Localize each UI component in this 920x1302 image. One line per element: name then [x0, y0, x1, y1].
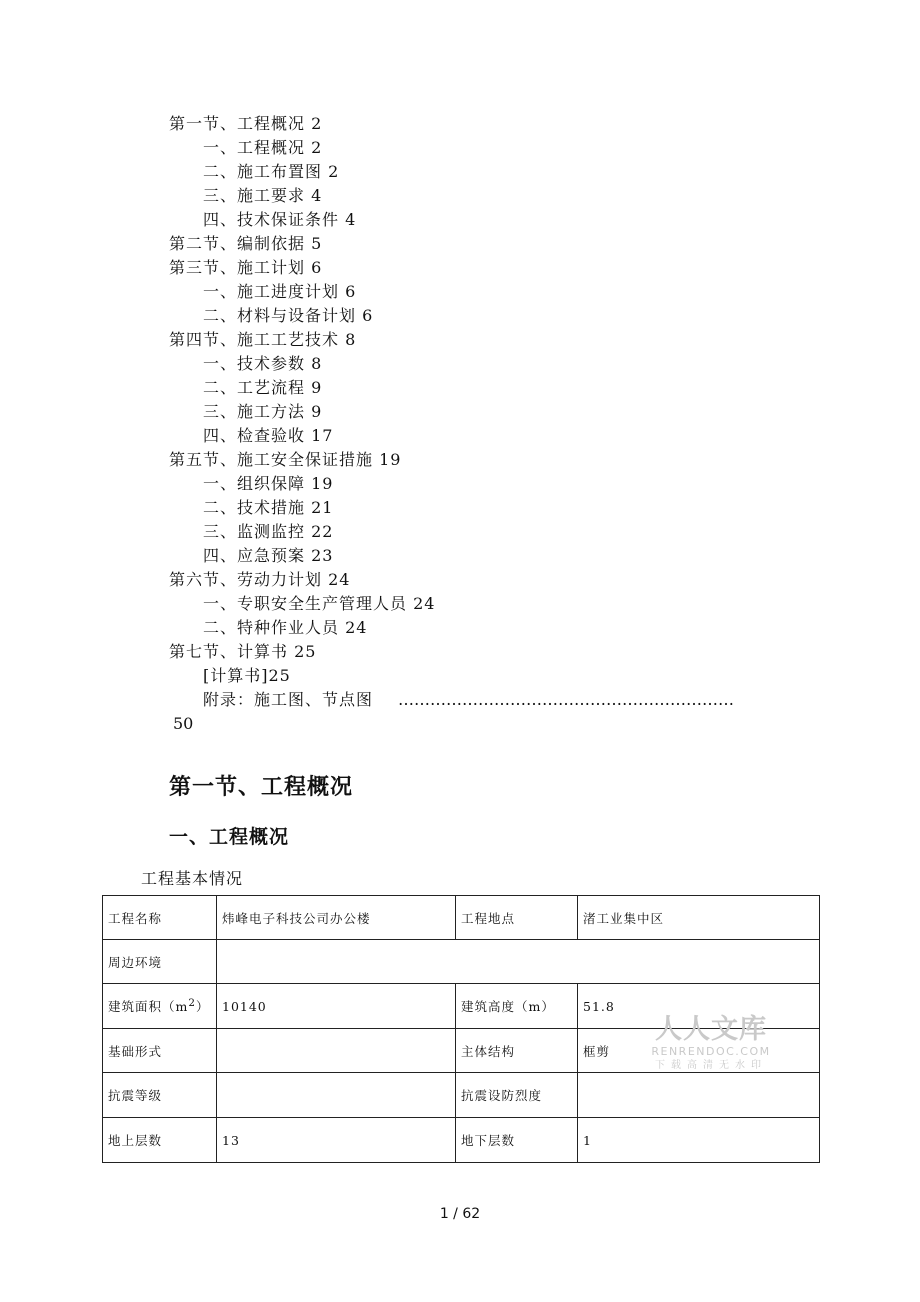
watermark-domain: RENRENDOC.COM: [651, 1045, 771, 1058]
area-label: 建筑面积（m: [108, 999, 189, 1015]
toc-subsection-entry: 二、技术措施 21: [203, 498, 334, 517]
table-row: [103, 1118, 820, 1163]
toc-subsection-entry: 二、材料与设备计划 6: [203, 306, 374, 325]
page-number: 1 / 62: [439, 1206, 481, 1222]
toc-subsection-entry: 四、技术保证条件 4: [203, 210, 357, 229]
table-cell: 主体结构: [456, 1029, 578, 1073]
table-cell: [217, 1073, 456, 1118]
toc-section-entry: 第三节、施工计划 6: [169, 258, 323, 277]
table-row: [103, 940, 820, 984]
subsection-title: 一、工程概况: [169, 826, 290, 848]
table-cell: 抗震设防烈度: [456, 1073, 578, 1118]
table-cell: 10140: [217, 984, 456, 1029]
toc-subsection-entry: 二、施工布置图 2: [203, 162, 340, 181]
table-row: [103, 1073, 820, 1118]
table-cell: 渚工业集中区: [578, 896, 820, 940]
table-cell: [578, 1073, 820, 1118]
table-cell: [217, 1029, 456, 1073]
section-title: 第一节、工程概况: [169, 775, 354, 800]
watermark-slogan: 下载高清无水印: [655, 1060, 767, 1071]
toc-subsection-entry: [计算书]25: [203, 666, 291, 685]
toc-appendix-entry: [203, 688, 773, 712]
table-cell: [103, 984, 217, 1029]
area-unit-superscript: 2: [188, 996, 196, 1009]
toc-section-entry: 第七节、计算书 25: [169, 642, 317, 661]
toc-subsection-entry: 一、技术参数 8: [203, 354, 323, 373]
table-caption: 工程基本情况: [141, 869, 244, 888]
toc-section-entry: 第五节、施工安全保证措施 19: [169, 450, 402, 469]
table-cell: 工程地点: [456, 896, 578, 940]
toc-section-entry: 第一节、工程概况 2: [169, 114, 323, 133]
table-cell: 地下层数: [456, 1118, 578, 1163]
toc-subsection-entry: 一、专职安全生产管理人员 24: [203, 594, 436, 613]
table-cell: 工程名称: [103, 896, 217, 940]
table-cell: 13: [217, 1118, 456, 1163]
table-cell: 周边环境: [103, 940, 217, 984]
toc-subsection-entry: 四、检查验收 17: [203, 426, 334, 445]
toc-subsection-entry: 二、工艺流程 9: [203, 378, 323, 397]
toc-subsection-entry: 三、施工要求 4: [203, 186, 323, 205]
toc-subsection-entry: 三、监测监控 22: [203, 522, 334, 541]
table-cell: 1: [578, 1118, 820, 1163]
table-cell: 地上层数: [103, 1118, 217, 1163]
table-row: [103, 896, 820, 940]
toc-subsection-entry: 二、特种作业人员 24: [203, 618, 368, 637]
toc-subsection-entry: 三、施工方法 9: [203, 402, 323, 421]
toc-subsection-entry: 一、组织保障 19: [203, 474, 334, 493]
table-cell: 51.8: [578, 984, 820, 1029]
table-cell: 建筑高度（m）: [456, 984, 578, 1029]
table-cell: 抗震等级: [103, 1073, 217, 1118]
table-cell: [217, 940, 820, 984]
toc-appendix-label: 附录：施工图、节点图: [203, 690, 374, 709]
table-cell: 框剪: [578, 1029, 820, 1073]
toc-section-entry: 第二节、编制依据 5: [169, 234, 323, 253]
toc-subsection-entry: 一、施工进度计划 6: [203, 282, 357, 301]
toc-section-entry: 第六节、劳动力计划 24: [169, 570, 351, 589]
toc-subsection-entry: 四、应急预案 23: [203, 546, 334, 565]
toc-section-entry: 第四节、施工工艺技术 8: [169, 330, 357, 349]
table-cell: 炜峰电子科技公司办公楼: [217, 896, 456, 940]
area-unit-close: ）: [195, 999, 210, 1015]
watermark-logo: [648, 1015, 774, 1073]
toc-leader-dots: ………………………………………………………: [398, 690, 734, 709]
table-cell: 基础形式: [103, 1029, 217, 1073]
toc-subsection-entry: 一、工程概况 2: [203, 138, 323, 157]
toc-appendix-page: 50: [173, 714, 194, 733]
watermark-title: 人人文库: [655, 1014, 767, 1045]
